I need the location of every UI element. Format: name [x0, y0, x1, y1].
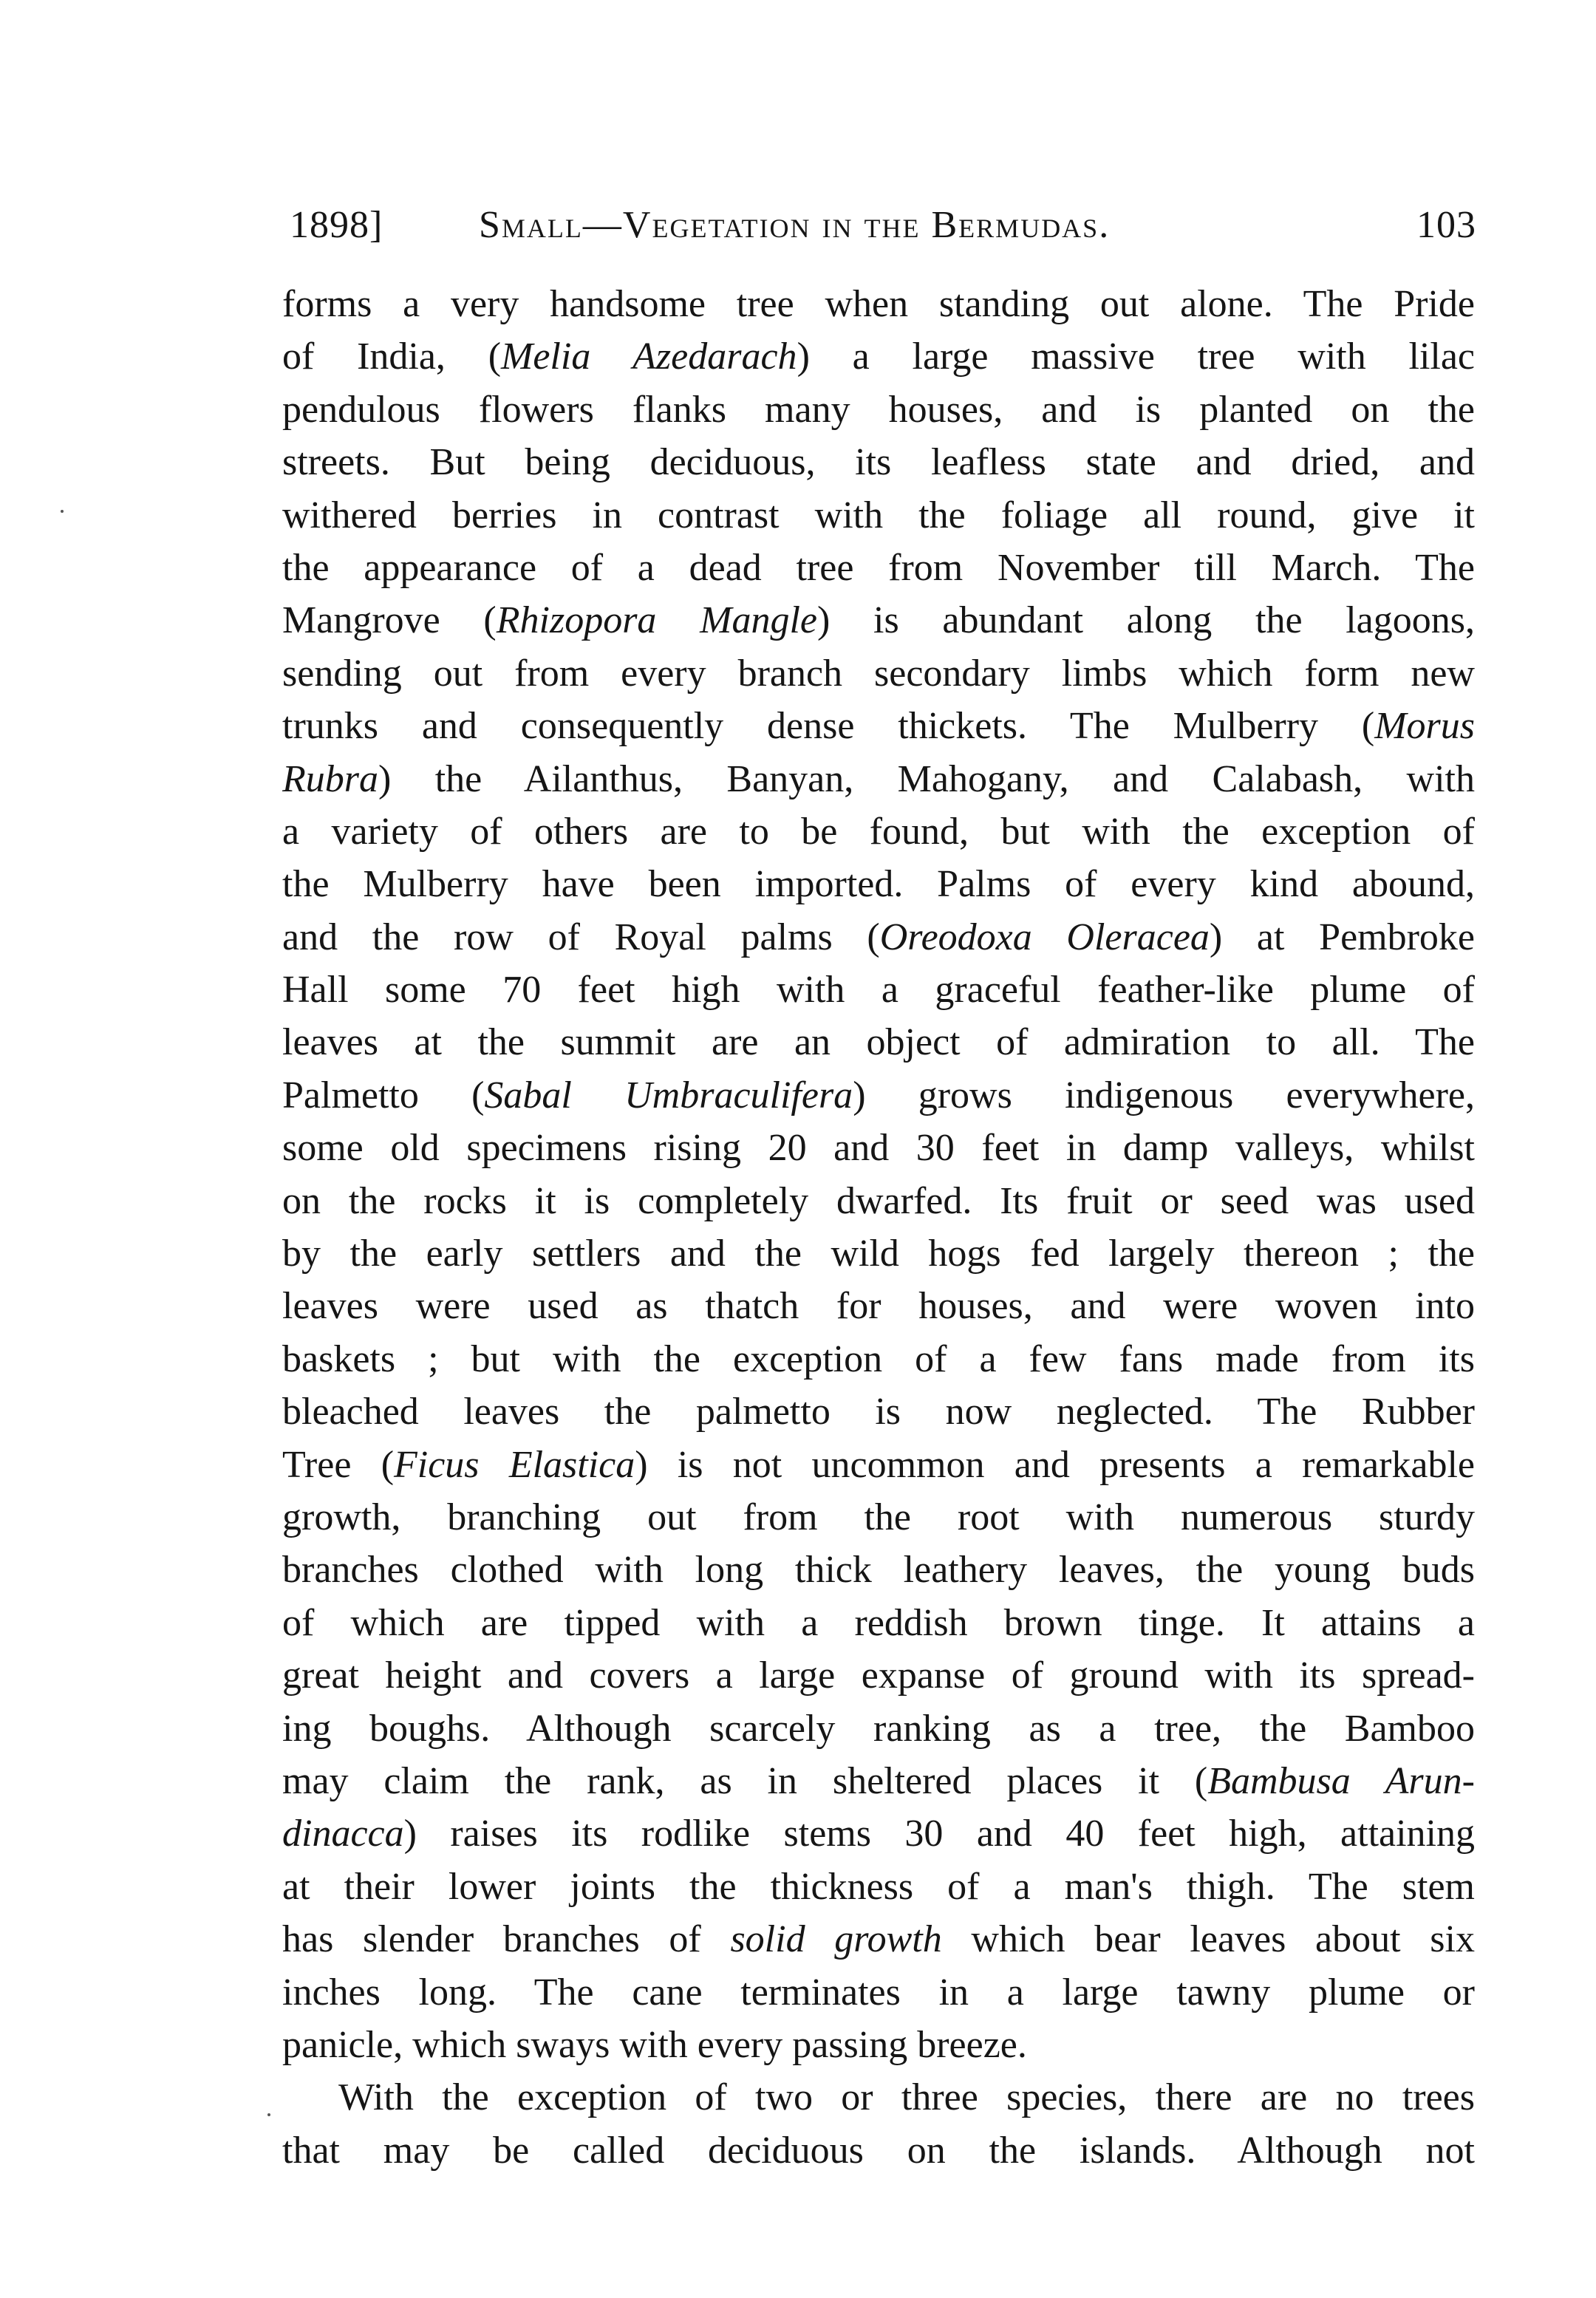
- species-name: Rhizopora Mangle: [496, 599, 817, 642]
- running-head-title: Small—Vegetation in the Bermudas.: [479, 204, 1111, 246]
- text-line: of which are tipped with a reddish brown tinge. It attains a: [282, 1601, 1475, 1644]
- text-line: and the row of Royal palms (Oreodoxa Oleracea) at Pembroke: [282, 916, 1475, 958]
- text-line: Mangrove (Rhizopora Mangle) is abundant along the lagoons,: [282, 599, 1475, 642]
- text-line: baskets ; but with the exception of a few fans made from its: [282, 1337, 1475, 1380]
- running-head: [290, 200, 1476, 251]
- text-line: by the early settlers and the wild hogs fed largely thereon ; the: [282, 1232, 1475, 1275]
- text-line: withered berries in contrast with the foliage all round, give it: [282, 494, 1475, 536]
- body-text: [282, 278, 1475, 2177]
- text-line: the appearance of a dead tree from November till March. The: [282, 546, 1475, 589]
- species-name: Melia Azedarach: [501, 335, 797, 378]
- species-name: Ficus Elastica: [394, 1443, 635, 1486]
- scan-speck: [61, 510, 64, 513]
- text-line: has slender branches of solid growth which bear leaves about six: [282, 1918, 1475, 1961]
- text-line: forms a very handsome tree when standing out alone. The Pride: [282, 283, 1475, 325]
- text-line: leaves were used as thatch for houses, and were woven into: [282, 1285, 1475, 1328]
- species-name: dinacca: [282, 1813, 404, 1855]
- text-line: a variety of others are to be found, but with the exception of: [282, 810, 1475, 853]
- text-line: Rubra) the Ailanthus, Banyan, Mahogany, and Calabash, with: [282, 757, 1475, 800]
- text-line: inches long. The cane terminates in a large tawny plume or: [282, 1971, 1475, 2014]
- text-line: Palmetto (Sabal Umbraculifera) grows indigenous everywhere,: [282, 1074, 1475, 1116]
- species-name: Sabal Umbraculifera: [484, 1074, 853, 1116]
- emphasis: solid growth: [730, 1918, 942, 1961]
- running-head-year: 1898]: [290, 204, 383, 246]
- text-line: bleached leaves the palmetto is now neglected. The Rubber: [282, 1391, 1475, 1433]
- text-line: growth, branching out from the root with numerous sturdy: [282, 1496, 1475, 1538]
- text-line: at their lower joints the thickness of a man's thigh. The stem: [282, 1865, 1475, 1908]
- text-line: Hall some 70 feet high with a graceful feather-like plume of: [282, 969, 1475, 1012]
- scan-speck: [267, 2113, 270, 2116]
- text-line: of India, (Melia Azedarach) a large massive tree with lilac: [282, 335, 1475, 378]
- text-line: Tree (Ficus Elastica) is not uncommon and presents a remarkable: [282, 1443, 1475, 1486]
- text-line: branches clothed with long thick leathery leaves, the young buds: [282, 1549, 1475, 1592]
- text-line: pendulous flowers flanks many houses, and is planted on the: [282, 388, 1475, 431]
- text-line: may claim the rank, as in sheltered places it (Bambusa Arun-: [282, 1759, 1475, 1802]
- text-line: leaves at the summit are an object of admiration to all. The: [282, 1021, 1475, 1064]
- species-name: Bambusa Arun-: [1207, 1759, 1475, 1802]
- text-line: panicle, which sways with every passing breeze.: [282, 2023, 1027, 2066]
- text-line: the Mulberry have been imported. Palms of every kind abound,: [282, 863, 1475, 906]
- text-line: some old specimens rising 20 and 30 feet in damp valleys, whilst: [282, 1127, 1475, 1170]
- species-name: Rubra: [282, 757, 378, 800]
- text-line: great height and covers a large expanse of ground with its spread-: [282, 1654, 1475, 1697]
- species-name: Morus: [1374, 705, 1475, 748]
- text-line: streets. But being deciduous, its leafless state and dried, and: [282, 441, 1475, 484]
- text-line: trunks and consequently dense thickets. The Mulberry (Morus: [282, 705, 1475, 748]
- text-line: sending out from every branch secondary limbs which form new: [282, 652, 1475, 695]
- text-line: ing boughs. Although scarcely ranking as a tree, the Bamboo: [282, 1707, 1475, 1750]
- text-line: that may be called deciduous on the islands. Although not: [282, 2129, 1475, 2172]
- text-line: dinacca) raises its rodlike stems 30 and 40 feet high, attaining: [282, 1813, 1475, 1855]
- text-line: on the rocks it is completely dwarfed. Its fruit or seed was used: [282, 1179, 1475, 1222]
- text-line: With the exception of two or three species, there are no trees: [338, 2076, 1475, 2119]
- page-number: 103: [1416, 204, 1476, 246]
- species-name: Oreodoxa Oleracea: [879, 916, 1210, 958]
